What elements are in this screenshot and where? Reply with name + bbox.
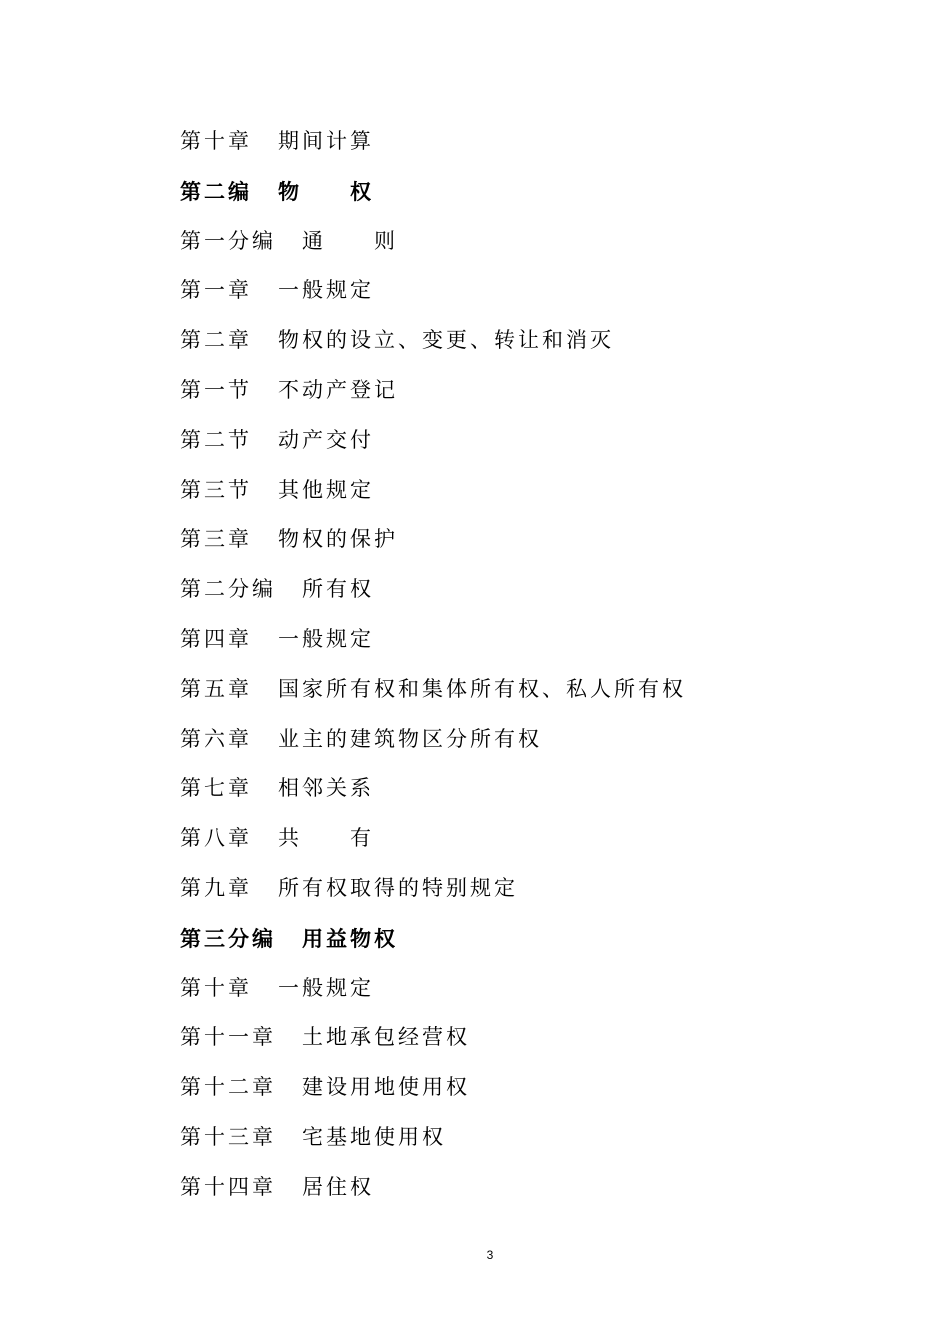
- toc-entry-title: 动产交付: [278, 427, 374, 452]
- toc-entry: [180, 914, 880, 964]
- toc-entry-number: 第十一章: [180, 1025, 276, 1050]
- toc-entry-number: 第五章: [180, 676, 252, 701]
- toc-entry-number: 第九章: [180, 875, 252, 900]
- toc-entry-number: 第二编: [180, 178, 252, 204]
- toc-entry-number: 第四章: [180, 626, 252, 651]
- toc-entry-number: 第十四章: [180, 1174, 276, 1199]
- toc-entry: [180, 1113, 880, 1163]
- toc-entry-title: 物 权: [278, 178, 374, 204]
- toc-entry-number: 第六章: [180, 726, 252, 751]
- toc-entry-number: 第十二章: [180, 1075, 276, 1100]
- toc-entry: [180, 316, 880, 366]
- toc-entry-title: 一般规定: [278, 626, 374, 651]
- toc-entry-title: 建设用地使用权: [302, 1075, 470, 1100]
- toc-entry-number: 第一分编: [180, 228, 276, 253]
- toc-entry-title: 所有权: [302, 577, 374, 602]
- toc-entry: [180, 416, 880, 466]
- toc-entry-title: 业主的建筑物区分所有权: [278, 726, 542, 751]
- toc-entry: [180, 366, 880, 416]
- toc-entry-title: 共 有: [278, 826, 374, 851]
- toc-entry: [180, 1063, 880, 1113]
- table-of-contents: [180, 117, 880, 1213]
- toc-entry: [180, 117, 880, 167]
- toc-entry-title: 一般规定: [278, 278, 374, 303]
- toc-entry-number: 第二章: [180, 328, 252, 353]
- toc-entry-number: 第一章: [180, 278, 252, 303]
- toc-entry-title: 土地承包经营权: [302, 1025, 470, 1050]
- toc-entry-number: 第八章: [180, 826, 252, 851]
- toc-entry-number: 第十三章: [180, 1124, 276, 1149]
- toc-entry: [180, 764, 880, 814]
- toc-entry-number: 第三章: [180, 527, 252, 552]
- toc-entry: [180, 1163, 880, 1213]
- toc-entry-title: 通 则: [302, 228, 398, 253]
- toc-entry-number: 第十章: [180, 975, 252, 1000]
- toc-entry-title: 物权的设立、变更、转让和消灭: [278, 328, 614, 353]
- toc-entry: [180, 266, 880, 316]
- toc-entry: [180, 615, 880, 665]
- toc-entry: [180, 466, 880, 516]
- toc-entry: [180, 167, 880, 217]
- toc-entry-title: 国家所有权和集体所有权、私人所有权: [278, 676, 686, 701]
- toc-entry-title: 宅基地使用权: [302, 1124, 446, 1149]
- toc-entry-number: 第三分编: [180, 925, 276, 951]
- toc-entry: [180, 864, 880, 914]
- toc-entry-number: 第十章: [180, 129, 252, 153]
- toc-entry-title: 期间计算: [278, 129, 374, 153]
- toc-entry-title: 一般规定: [278, 975, 374, 1000]
- toc-entry: [180, 217, 880, 267]
- toc-entry-title: 物权的保护: [278, 527, 398, 552]
- toc-entry-number: 第二分编: [180, 577, 276, 602]
- toc-entry-title: 相邻关系: [278, 776, 374, 801]
- toc-entry-title: 所有权取得的特别规定: [278, 875, 518, 900]
- toc-entry: [180, 715, 880, 765]
- toc-entry-title: 其他规定: [278, 477, 374, 502]
- toc-entry-number: 第七章: [180, 776, 252, 801]
- toc-entry: [180, 814, 880, 864]
- toc-entry: [180, 1013, 880, 1063]
- toc-entry-number: 第二节: [180, 427, 252, 452]
- toc-entry: [180, 665, 880, 715]
- toc-entry-number: 第三节: [180, 477, 252, 502]
- page-number: 3: [486, 1248, 494, 1262]
- toc-entry-title: 用益物权: [302, 925, 398, 951]
- toc-entry-number: 第一节: [180, 377, 252, 402]
- toc-entry: [180, 964, 880, 1014]
- toc-entry: [180, 565, 880, 615]
- toc-entry-title: 不动产登记: [278, 377, 398, 402]
- toc-entry: [180, 515, 880, 565]
- toc-entry-title: 居住权: [302, 1174, 374, 1199]
